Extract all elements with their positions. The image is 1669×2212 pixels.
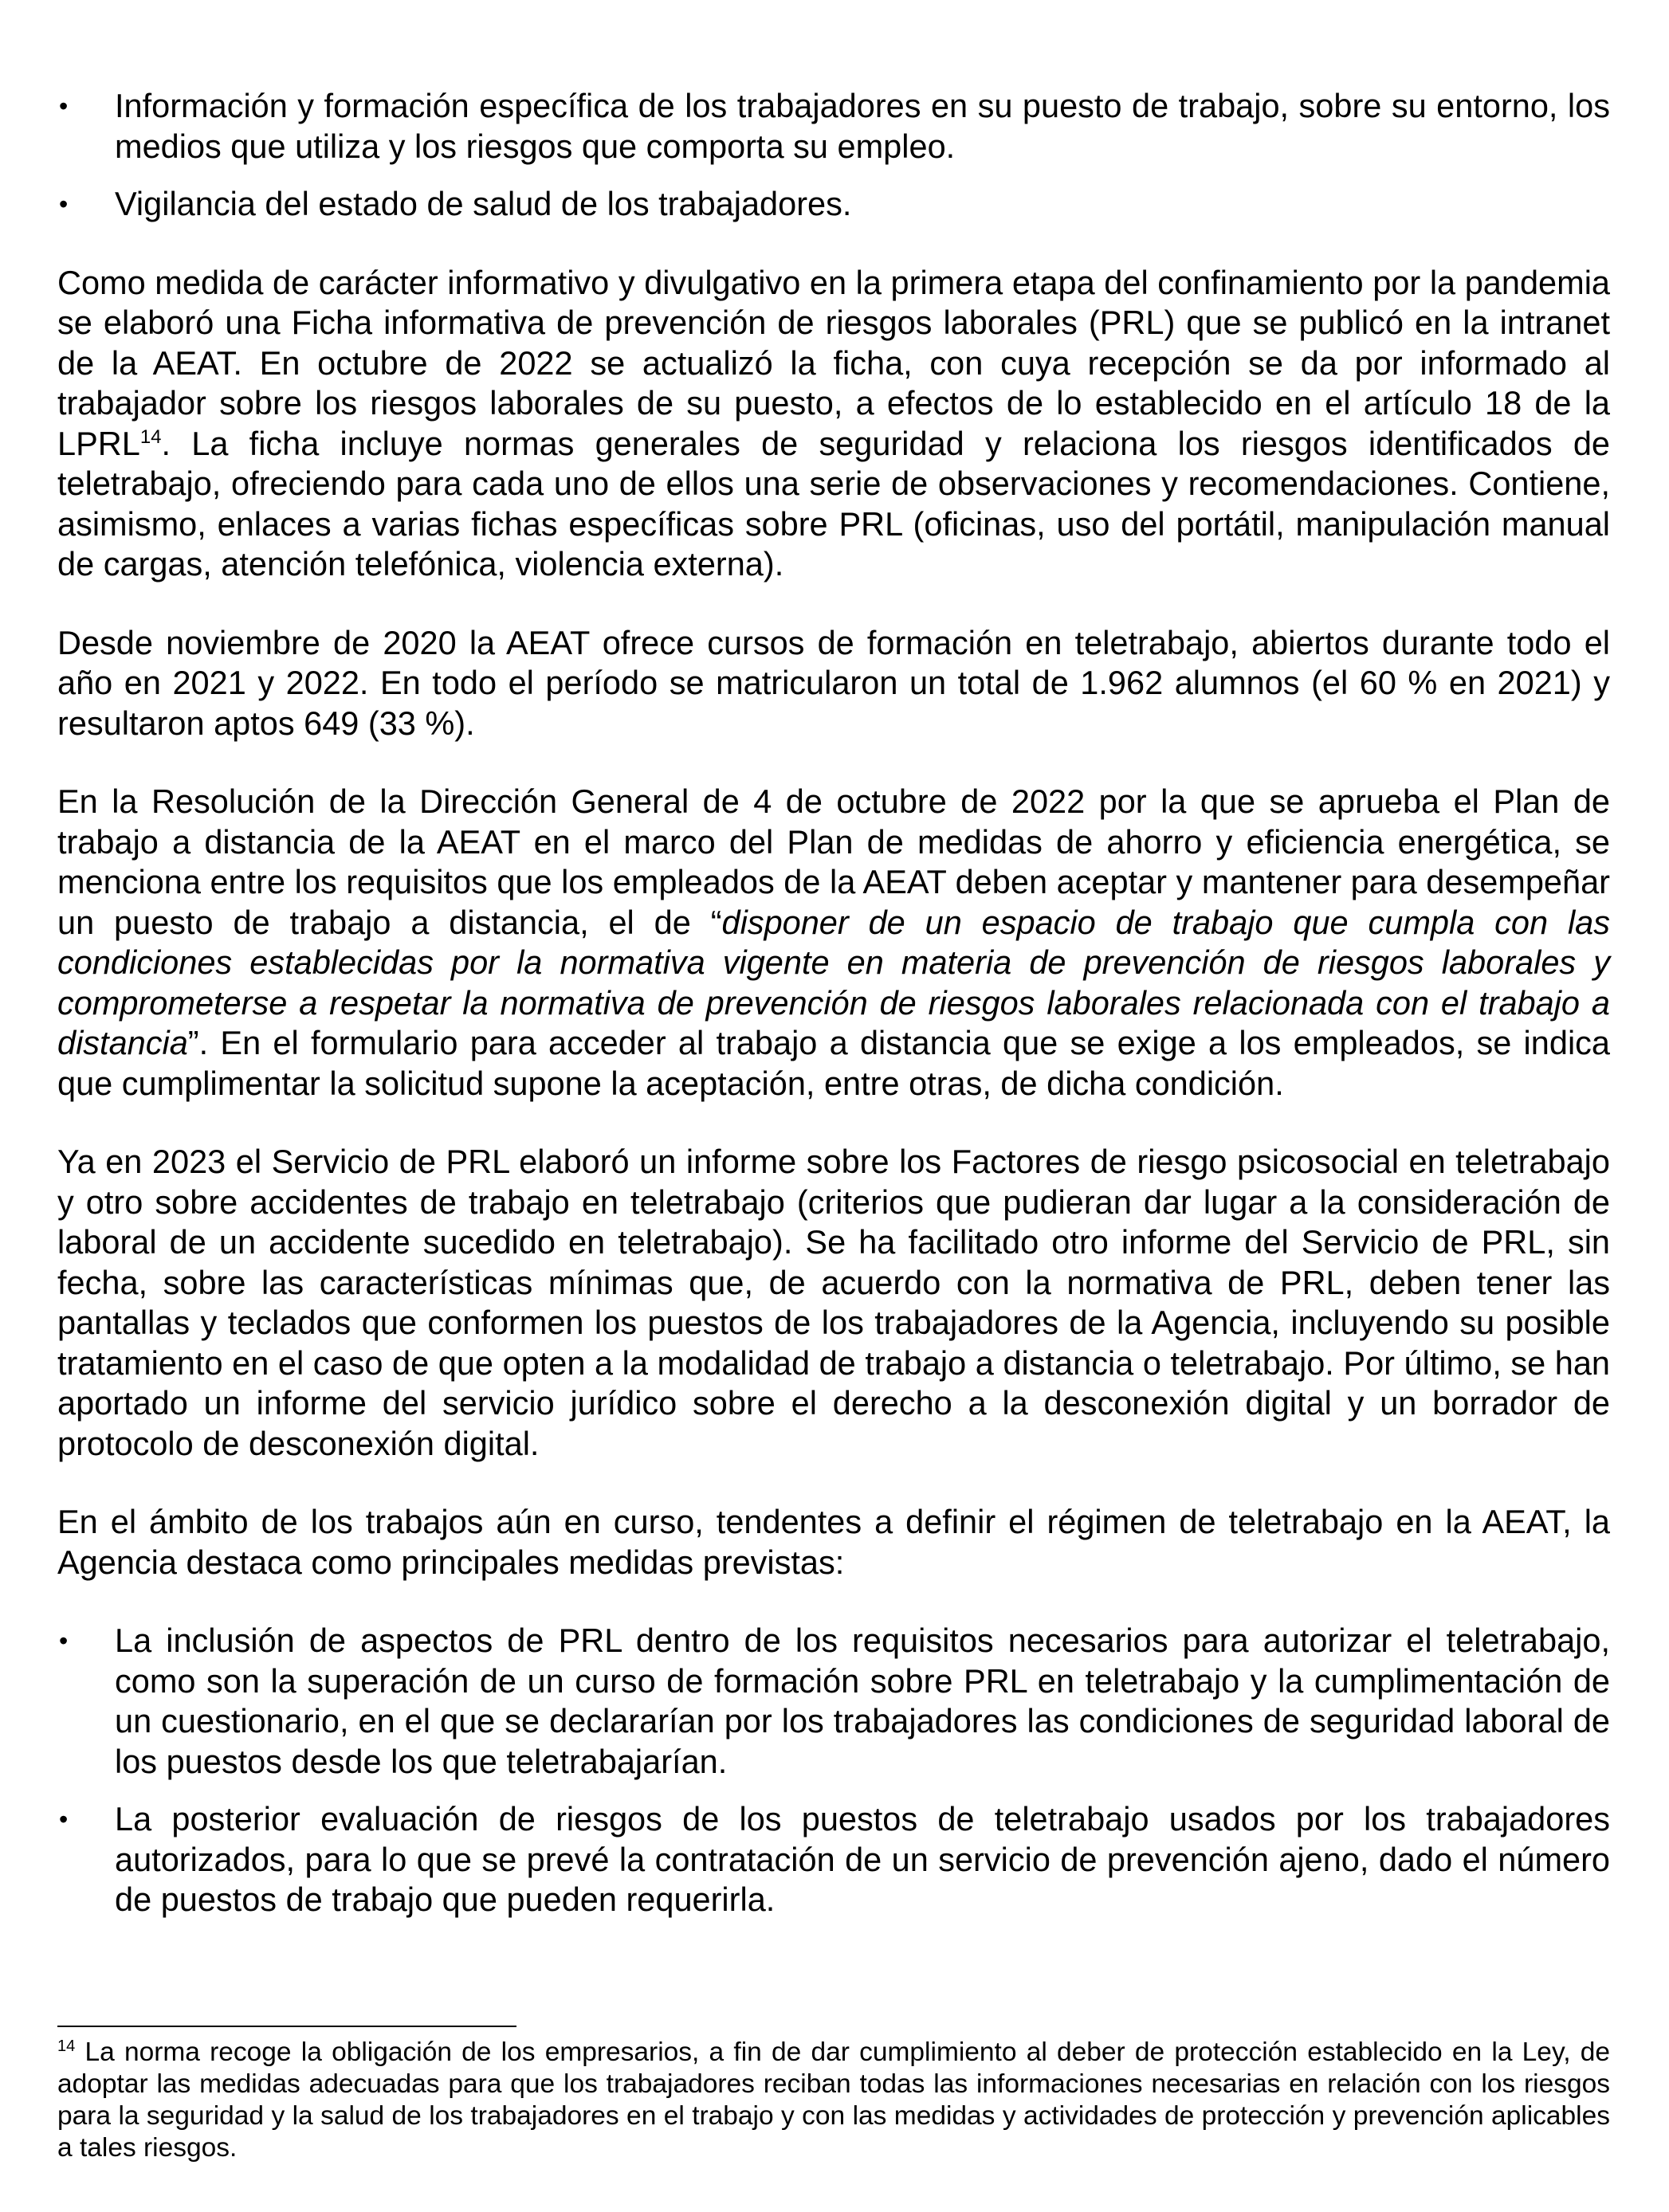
footnote-text: La norma recoge la obligación de los empresarios, a fin de dar cumplimiento al deber de protección establecido en la Ley, de adoptar las medidas adecuadas para que los trabajadores reciban todas las informaciones necesarias en relación con los riesgos para la seguridad y la salud de los trabajadores en el trabajo y con las medidas y actividades de protección y prevención aplicables a tales riesgos. — [57, 2037, 1610, 2163]
paragraph-text: ”. En el formulario para acceder al trabajo a distancia que se exige a los empleados, se indica que cumplimentar la solicitud supone la aceptación, entre otras, de dicha condición. — [57, 1024, 1610, 1102]
list-item — [57, 1621, 1610, 1782]
bullet-list-bottom — [57, 1621, 1610, 1920]
document-body — [57, 86, 1610, 1920]
paragraph-servicio-prl: Ya en 2023 el Servicio de PRL elaboró un informe sobre los Factores de riesgo psicosocial en teletrabajo y otro sobre accidentes de trabajo en teletrabajo (criterios que pudieran dar lugar a la consideración de laboral de un accidente sucedido en teletrabajo). Se ha facilitado otro informe del Servicio de PRL, sin fecha, sobre las características mínimas que, de acuerdo con la normativa de PRL, deben tener las pantallas y teclados que conformen los puestos de los trabajadores de la Agencia, incluyendo su posible tratamiento en el caso de que opten a la modalidad de trabajo a distancia o teletrabajo. Por último, se han aportado un informe del servicio jurídico sobre el derecho a la desconexión digital y un borrador de protocolo de desconexión digital. — [57, 1143, 1610, 1462]
paragraph-resolucion — [57, 782, 1610, 1104]
footnote — [57, 2037, 1610, 2164]
bullet-icon: • — [59, 92, 69, 120]
list-item — [57, 184, 1610, 225]
quoted-text: disponer de un espacio de trabajo que cumpla con las condiciones establecidas por la normativa vigente en materia de prevención de riesgos laborales y comprometerse a respetar la normativa de prevención de riesgos laborales relacionada con el trabajo a distancia — [57, 903, 1610, 1061]
bullet-icon: • — [59, 1805, 69, 1834]
bullet-icon: • — [59, 190, 69, 218]
paragraph-text: En la Resolución de la Dirección General de 4 de octubre de 2022 por la que se aprueba el Plan de trabajo a distancia de la AEAT en el marco del Plan de medidas de ahorro y eficiencia energética, se menciona entre los requisitos que los empleados de la AEAT deben aceptar y mantener para desempeñar un puesto de trabajo a distancia, el de “ — [57, 782, 1610, 941]
paragraph-text: . La ficha incluye normas generales de seguridad y relaciona los riesgos identificados de teletrabajo, ofreciendo para cada uno de ellos una serie de observaciones y recomendaciones. Contiene, asimismo, enlaces a varias fichas específicas sobre PRL (oficinas, uso del portátil, manipulación manual de cargas, atención telefónica, violencia externa). — [57, 424, 1610, 582]
list-item-text: La posterior evaluación de riesgos de los puestos de teletrabajo usados por los trabajadores autorizados, para lo que se prevé la contratación de un servicio de prevención ajeno, dado el número de puestos de trabajo que pueden requerirla. — [115, 1800, 1610, 1918]
list-item — [57, 86, 1610, 167]
list-item — [57, 1799, 1610, 1920]
bullet-icon: • — [59, 1626, 69, 1655]
paragraph-ficha-informativa — [57, 263, 1610, 585]
paragraph-text: Como medida de carácter informativo y divulgativo en la primera etapa del confinamiento por la pandemia se elaboró una Ficha informativa de prevención de riesgos laborales (PRL) que se publicó en la intranet de la AEAT. En octubre de 2022 se actualizó la ficha, con cuya recepción se da por informado al trabajador sobre los riesgos laborales de su puesto, a efectos de lo establecido en el artículo 18 de la LPRL — [57, 263, 1610, 462]
list-item-text: La inclusión de aspectos de PRL dentro de los requisitos necesarios para autorizar el teletrabajo, como son la superación de un curso de formación sobre PRL en teletrabajo y la cumplimentación de un cuestionario, en el que se declararían por los trabajadores las condiciones de seguridad laboral de los puestos desde los que teletrabajarían. — [115, 1622, 1610, 1780]
list-item-text: Información y formación específica de los trabajadores en su puesto de trabajo, sobre su entorno, los medios que utiliza y los riesgos que comporta su empleo. — [115, 87, 1610, 165]
paragraph-cursos-formacion: Desde noviembre de 2020 la AEAT ofrece cursos de formación en teletrabajo, abiertos durante todo el año en 2021 y 2022. En todo el período se matricularon un total de 1.962 alumnos (el 60 % en 2021) y resultaron aptos 649 (33 %). — [57, 623, 1610, 742]
bullet-list-top — [57, 86, 1610, 225]
footnote-separator — [57, 2026, 516, 2027]
paragraph-medidas-previstas: En el ámbito de los trabajos aún en curso, tendentes a definir el régimen de teletrabajo en la AEAT, la Agencia destaca como principales medidas previstas: — [57, 1503, 1610, 1581]
footnote-number: 14 — [57, 2037, 76, 2055]
list-item-text: Vigilancia del estado de salud de los trabajadores. — [115, 185, 852, 222]
footnote-reference: 14 — [139, 426, 162, 448]
